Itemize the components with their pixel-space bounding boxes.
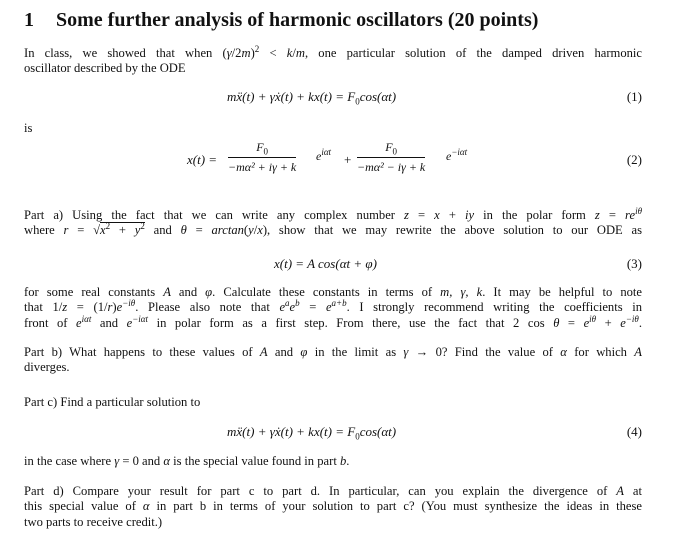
fraction-2 [357,140,425,175]
part-c2-line-1: in the case where γ = 0 and α is the special value found in part b. [24,454,350,468]
intro-line-1: In class, we showed that when $(\gamma/2m)^2 < k/m$, one particular solution of the damped driven harmonic [24,43,643,60]
part-c-continued-paragraph [24,454,642,469]
equation-3 [24,256,642,278]
plus-sign: + [344,152,352,167]
section-title: Some further analysis of harmonic oscillators (20 points) [56,9,539,31]
part-c-paragraph [24,395,642,410]
part-a-paragraph [24,205,643,239]
equation-1 [24,89,642,111]
part-d-line-2: this special value of α in part b in terms of your solution to part c? (You must synthesize the ideas in these [24,499,642,514]
equation-4-tag: (4) [626,424,642,439]
equation-2-tag: (2) [626,152,642,167]
part-a-line-2: where $r = √x^2 + y^2$ and θ = arctan(y/x), show that we may rewrite the above solution to our ODE as [24,221,643,238]
equation-3-body: x(t) = A cos(αt + φ) [274,256,377,271]
equation-4-body: mẍ(t) + γẋ(t) + $kx(t) = F_0\cos(\alpha t)$ [227,424,397,442]
part-d-paragraph [24,484,642,530]
exponential-2: $e^{-i\alpha t}$ [446,147,468,163]
part-a-continued-paragraph [24,285,642,331]
fraction-1-denominator: −mα² + iγ + k [228,157,296,175]
part-a2-line-2: that $1/z = (1/r)e^{-i\theta}$. Please also note that $e^ae^b = e^{a+b}$. I strongly recommend writing the coefficients in [24,298,643,315]
equation-3-tag: (3) [626,256,642,271]
intro-paragraph [24,43,643,77]
part-d-line-1: Part d) Compare your result for part c to part d. In particular, can you explain the divergence of A at [24,484,642,498]
part-b-line-1: Part b) What happens to these values of A and φ in the limit as γ → 0? Find the value of α for which A [24,345,642,359]
fraction-2-denominator: −mα² − iγ + k [357,157,425,175]
part-b-paragraph [24,345,642,376]
equation-4 [24,424,642,446]
equation-2 [24,140,642,180]
part-a-line-1: Part a) Using the fact that we can write any complex number z = x + iy in the polar form $z = re^{i\theta}$ [24,205,642,222]
fraction-2-numerator: $F_0$ [385,140,398,157]
equation-1-tag: (1) [626,89,642,104]
fraction-1-numerator: $F_0$ [256,140,269,157]
part-b-line-2: diverges. [24,360,70,375]
part-a2-line-3: front of $e^{i\alpha t}$ and $e^{-i\alpha t}$ in polar form as a first step. From there, use the fact that 2 $\cos \theta = e^{i\theta} + e^{-i\theta}$. [24,313,643,330]
is-text [24,121,642,136]
equation-1-body: mẍ(t) + γẋ(t) + $kx(t) = F_0\cos(\alpha t)$ [227,89,397,107]
is-word: is [24,121,33,135]
intro-line-2: oscillator described by the ODE [24,61,186,76]
section-number: 1 [24,9,34,31]
part-d-line-3: two parts to receive credit.) [24,514,163,529]
exponential-1: $e^{i\alpha t}$ [316,147,332,163]
section-heading [24,9,538,32]
part-c-line-1: Part c) Find a particular solution to [24,395,201,409]
fraction-1 [228,140,296,175]
part-a2-line-1: for some real constants A and φ. Calculate these constants in terms of m, γ, k. It may be helpful to note [24,285,643,299]
equation-2-lhs: x(t) = [187,152,218,167]
